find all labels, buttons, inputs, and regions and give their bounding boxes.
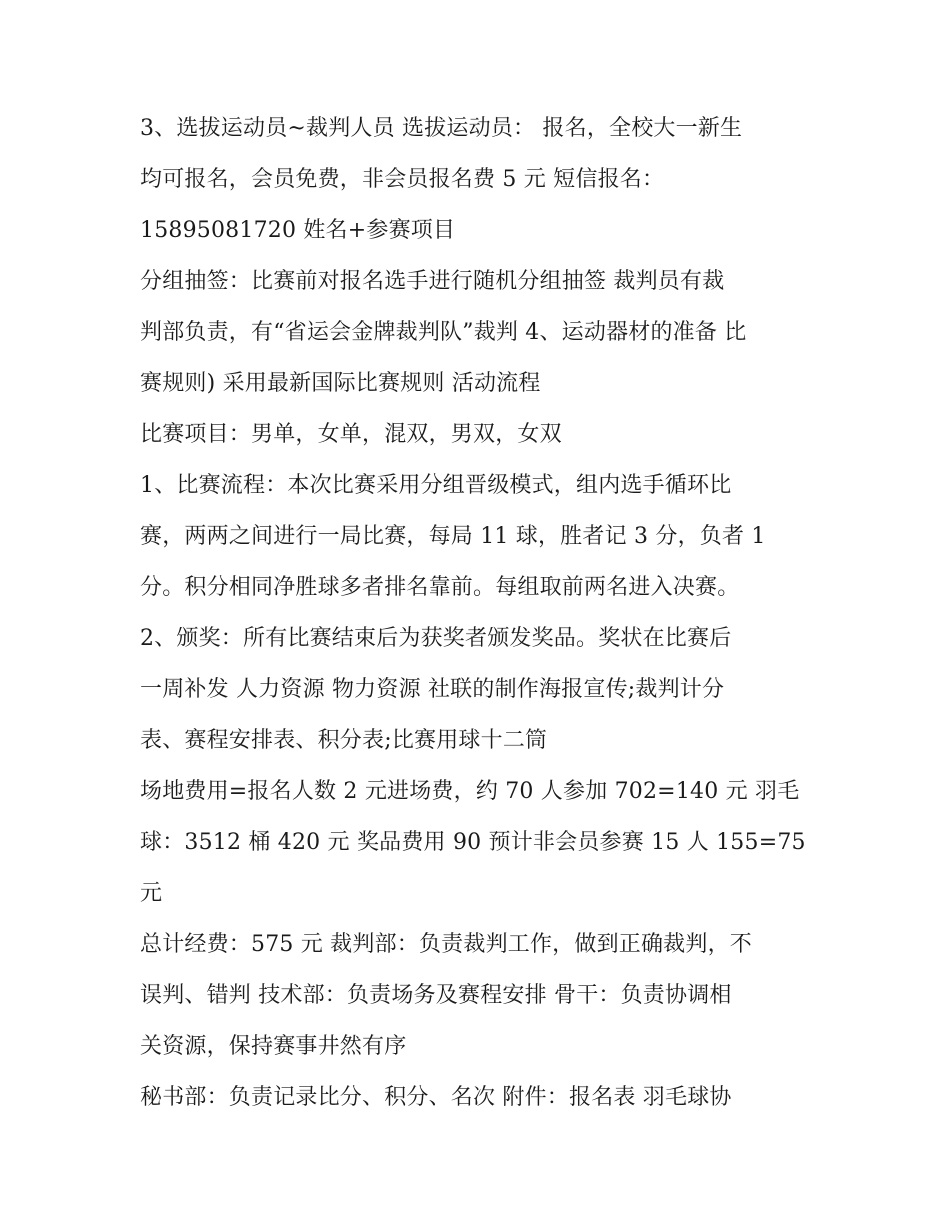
text-line: 赛规则) 采用最新国际比赛规则 活动流程 xyxy=(140,371,541,396)
text-line: 分。积分相同净胜球多者排名靠前。每组取前两名进入决赛。 xyxy=(140,575,740,600)
text-line: 一周补发 人力资源 物力资源 社联的制作海报宣传;裁判计分 xyxy=(140,677,725,702)
text-line: 球：3512 桶 420 元 奖品费用 90 预计非会员参赛 15 人 155=75 xyxy=(140,830,806,855)
text-line: 误判、错判 技术部：负责场务及赛程安排 骨干：负责协调相 xyxy=(140,983,732,1008)
text-line: 比赛项目：男单，女单，混双，男双，女双 xyxy=(140,422,562,447)
text-line: 均可报名，会员免费，非会员报名费 5 元 短信报名： xyxy=(140,167,665,192)
text-line: 秘书部：负责记录比分、积分、名次 附件：报名表 羽毛球协 xyxy=(140,1085,732,1110)
text-line: 分组抽签：比赛前对报名选手进行随机分组抽签 裁判员有裁 xyxy=(140,269,725,294)
text-line: 场地费用=报名人数 2 元进场费，约 70 人参加 702=140 元 羽毛 xyxy=(140,779,800,804)
text-line: 2、颁奖：所有比赛结束后为获奖者颁发奖品。奖状在比赛后 xyxy=(140,626,732,651)
text-line: 3、选拔运动员~裁判人员 选拔运动员： 报名，全校大一新生 xyxy=(140,116,743,141)
text-line: 1、比赛流程：本次比赛采用分组晋级模式，组内选手循环比 xyxy=(140,473,732,498)
text-line: 赛，两两之间进行一局比赛，每局 11 球，胜者记 3 分，负者 1 xyxy=(140,524,766,549)
text-line: 元 xyxy=(140,881,163,906)
text-line: 15895081720 姓名+参赛项目 xyxy=(140,218,456,243)
text-line: 判部负责，有“省运会金牌裁判队”裁判 4、运动器材的准备 比 xyxy=(140,320,747,345)
text-line: 表、赛程安排表、积分表;比赛用球十二筒 xyxy=(140,728,548,753)
text-line: 关资源，保持赛事井然有序 xyxy=(140,1034,407,1059)
text-line: 总计经费：575 元 裁判部：负责裁判工作，做到正确裁判，不 xyxy=(140,932,752,957)
